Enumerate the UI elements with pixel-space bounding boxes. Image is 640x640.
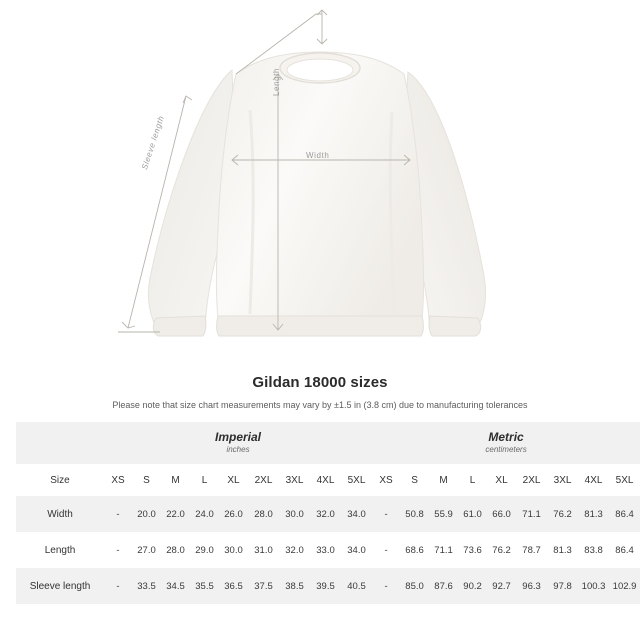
- sleeve-imperial-2xl: 37.5: [254, 580, 273, 592]
- size-header-imperial-2xl: 2XL: [254, 474, 273, 486]
- title-block: [0, 374, 640, 410]
- size-header-metric-s: S: [411, 474, 418, 486]
- width-imperial-l: 24.0: [195, 508, 214, 520]
- length-metric-4xl: 83.8: [584, 544, 603, 556]
- length-imperial-l: 29.0: [195, 544, 214, 556]
- length-imperial-2xl: 31.0: [254, 544, 273, 556]
- sleeve-metric-5xl: 102.9: [612, 580, 637, 592]
- width-imperial-xs: -: [116, 508, 120, 520]
- length-dimension-label: Length: [272, 67, 281, 96]
- metric-unit-header: Metric centimeters: [485, 430, 527, 454]
- width-metric-2xl: 71.1: [522, 508, 541, 520]
- row-label-width: Width: [47, 508, 73, 520]
- table-row: [16, 496, 640, 532]
- size-header-metric-m: M: [439, 474, 448, 486]
- size-header-imperial-5xl: 5XL: [347, 474, 366, 486]
- sleeve-imperial-xl: 36.5: [224, 580, 243, 592]
- width-metric-xl: 66.0: [492, 508, 511, 520]
- sleeve-imperial-l: 35.5: [195, 580, 214, 592]
- sleeve-metric-2xl: 96.3: [522, 580, 541, 592]
- length-metric-xs: -: [384, 544, 388, 556]
- tolerance-note: Please note that size chart measurements may vary by ±1.5 in (3.8 cm) due to manufacturing tolerances: [112, 400, 528, 410]
- width-metric-4xl: 81.3: [584, 508, 603, 520]
- sleeve-metric-xl: 92.7: [492, 580, 511, 592]
- width-metric-5xl: 86.4: [615, 508, 634, 520]
- sleeve-imperial-xs: -: [116, 580, 120, 592]
- sleeve-imperial-4xl: 39.5: [316, 580, 335, 592]
- length-imperial-4xl: 33.0: [316, 544, 335, 556]
- length-metric-5xl: 86.4: [615, 544, 634, 556]
- length-metric-l: 73.6: [463, 544, 482, 556]
- size-header-metric-4xl: 4XL: [584, 474, 603, 486]
- width-metric-3xl: 76.2: [553, 508, 572, 520]
- size-header-imperial-xl: XL: [227, 474, 240, 486]
- length-metric-m: 71.1: [434, 544, 453, 556]
- width-imperial-xl: 26.0: [224, 508, 243, 520]
- size-header-imperial-s: S: [143, 474, 150, 486]
- size-header-imperial-l: L: [201, 474, 208, 486]
- sleeve-imperial-5xl: 40.5: [347, 580, 366, 592]
- page-title: Gildan 18000 sizes: [252, 374, 388, 391]
- sleeve-imperial-m: 34.5: [166, 580, 185, 592]
- size-header-metric-5xl: 5XL: [615, 474, 634, 486]
- length-metric-xl: 76.2: [492, 544, 511, 556]
- sleeve-metric-l: 90.2: [463, 580, 482, 592]
- size-header-imperial-xs: XS: [111, 474, 125, 486]
- sleeve-imperial-3xl: 38.5: [285, 580, 304, 592]
- sleeve-metric-3xl: 97.8: [553, 580, 572, 592]
- size-table: [16, 422, 640, 604]
- width-imperial-m: 22.0: [166, 508, 185, 520]
- length-imperial-3xl: 32.0: [285, 544, 304, 556]
- units-spacer: [16, 422, 104, 464]
- width-metric-l: 61.0: [463, 508, 482, 520]
- width-imperial-4xl: 32.0: [316, 508, 335, 520]
- size-header-imperial-4xl: 4XL: [316, 474, 335, 486]
- size-header-metric-l: L: [469, 474, 476, 486]
- table-row: [16, 532, 640, 568]
- width-imperial-3xl: 30.0: [285, 508, 304, 520]
- row-label-sleeve-length: Sleeve length: [29, 580, 91, 592]
- size-header-imperial-m: M: [171, 474, 180, 486]
- length-imperial-m: 28.0: [166, 544, 185, 556]
- width-metric-xs: -: [384, 508, 388, 520]
- size-header-metric-3xl: 3XL: [553, 474, 572, 486]
- sleeve-metric-4xl: 100.3: [581, 580, 606, 592]
- length-imperial-xs: -: [116, 544, 120, 556]
- table-row: [16, 568, 640, 604]
- width-imperial-2xl: 28.0: [254, 508, 273, 520]
- row-label-length: Length: [44, 544, 76, 556]
- imperial-unit-header: Imperial inches: [215, 430, 262, 454]
- length-imperial-5xl: 34.0: [347, 544, 366, 556]
- sleeve-imperial-s: 33.5: [137, 580, 156, 592]
- sleeve-metric-m: 87.6: [434, 580, 453, 592]
- sizes-header-row: [16, 464, 640, 496]
- length-imperial-xl: 30.0: [224, 544, 243, 556]
- length-imperial-s: 27.0: [137, 544, 156, 556]
- width-imperial-s: 20.0: [137, 508, 156, 520]
- width-metric-s: 50.8: [405, 508, 424, 520]
- length-metric-3xl: 81.3: [553, 544, 572, 556]
- sleeve-metric-s: 85.0: [405, 580, 424, 592]
- size-table-wrapper: [0, 422, 640, 604]
- width-dimension-label: Width: [306, 151, 330, 160]
- sleeve-length-dimension-label: Sleeve length: [140, 114, 166, 171]
- length-metric-s: 68.6: [405, 544, 424, 556]
- size-header-metric-xl: XL: [495, 474, 508, 486]
- size-header-metric-2xl: 2XL: [522, 474, 541, 486]
- width-metric-m: 55.9: [434, 508, 453, 520]
- size-header-metric-xs: XS: [379, 474, 393, 486]
- units-header-row: [16, 422, 640, 464]
- size-header-label: Size: [50, 474, 70, 486]
- sleeve-metric-xs: -: [384, 580, 388, 592]
- length-metric-2xl: 78.7: [522, 544, 541, 556]
- size-header-imperial-3xl: 3XL: [285, 474, 304, 486]
- width-imperial-5xl: 34.0: [347, 508, 366, 520]
